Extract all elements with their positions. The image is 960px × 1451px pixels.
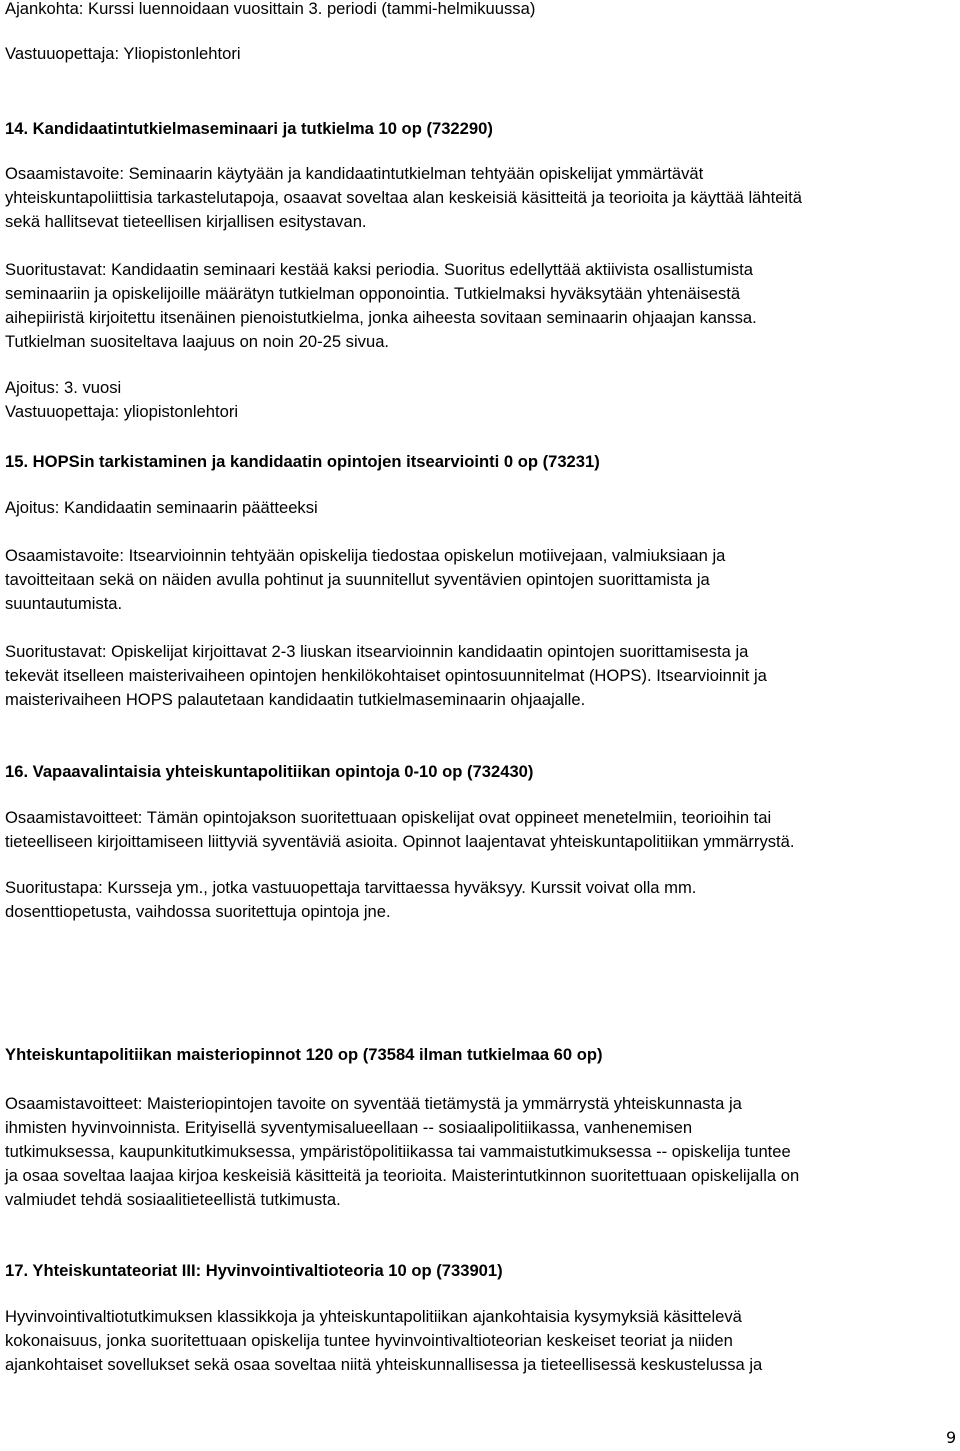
timing-line-14: Ajoitus: 3. vuosi (5, 378, 122, 397)
body-line: ihmisten hyvinvoinnista. Erityisellä syventymisalueellaan -- sosiaalipolitiikassa, vanhenemisen (5, 1118, 693, 1137)
responsible-teacher-14: Vastuuopettaja: yliopistonlehtori (5, 402, 239, 421)
body-line: tieteelliseen kirjoittamiseen liittyviä syventäviä asioita. Opinnot laajentavat yhteiskuntapolitiikan ymmärrystä. (5, 832, 795, 851)
body-line: Osaamistavoitteet: Tämän opintojakson suoritettuaan opiskelijat ovat oppineet menetelmiin, teorioihin tai (5, 808, 772, 827)
body-line: maisterivaiheen HOPS palautetaan kandidaatin tutkielmaseminaarin ohjaajalle. (5, 690, 586, 709)
body-line: Suoritustavat: Kandidaatin seminaari kestää kaksi periodia. Suoritus edellyttää aktiivista osallistumista (5, 260, 754, 279)
course-heading-15: 15. HOPSin tarkistaminen ja kandidaatin opintojen itsearviointi 0 op (73231) (5, 452, 600, 471)
body-line: Osaamistavoitteet: Maisteriopintojen tavoite on syventää tietämystä ja ymmärrystä yhteiskunnasta ja (5, 1094, 742, 1113)
body-line: tekevät itselleen maisterivaiheen opintojen henkilökohtaiset opintosuunnitelmat (HOPS). Itsearvioinnit ja (5, 666, 767, 685)
body-line: kokonaisuus, jonka suoritettuaan opiskelija tuntee hyvinvointivaltioteorian keskeiset teoriat ja niiden (5, 1331, 733, 1350)
body-line: Suoritustapa: Kursseja ym., jotka vastuuopettaja tarvittaessa hyväksyy. Kurssit voivat olla mm. (5, 878, 697, 897)
body-line: Tutkielman suositeltava laajuus on noin 20-25 sivua. (5, 332, 390, 351)
programme-heading: Yhteiskuntapolitiikan maisteriopinnot 120 op (73584 ilman tutkielmaa 60 op) (5, 1045, 603, 1064)
course-heading-16: 16. Vapaavalintaisia yhteiskuntapolitiikan opintoja 0-10 op (732430) (5, 762, 534, 781)
timing-line-15: Ajoitus: Kandidaatin seminaarin päätteeksi (5, 498, 318, 517)
course-heading-14: 14. Kandidaatintutkielmaseminaari ja tutkielma 10 op (732290) (5, 119, 493, 138)
body-line: Suoritustavat: Opiskelijat kirjoittavat 2-3 liuskan itsearvioinnin kandidaatin opintojen suorittamisesta ja (5, 642, 749, 661)
body-line: Osaamistavoite: Seminaarin käytyään ja kandidaatintutkielman tehtyään opiskelijat ymmärtävät (5, 164, 704, 183)
body-line: tavoitteitaan sekä on näiden avulla pohtinut ja suunnitellut syventävien opintojen suorittamista ja (5, 570, 710, 589)
page-number: 9 (946, 1428, 957, 1447)
body-line: seminaariin ja opiskelijoille määrätyn tutkielman opponointia. Tutkielmaksi hyväksytään yhtenäisestä (5, 284, 741, 303)
responsible-teacher-13: Vastuuopettaja: Yliopistonlehtori (5, 44, 241, 63)
body-line: Osaamistavoite: Itsearvioinnin tehtyään opiskelija tiedostaa opiskelun motiivejaan, valmiuksiaan ja (5, 546, 726, 565)
body-line: tutkimuksessa, kaupunkitutkimuksessa, ympäristöpolitiikassa tai vammaistutkimuksessa -- opiskelija tuntee (5, 1142, 791, 1161)
body-line: dosenttiopetusta, vaihdossa suoritettuja opintoja jne. (5, 902, 391, 921)
body-line: ajankohtaiset sovellukset sekä osaa soveltaa niitä yhteiskunnallisessa ja tieteellisessä keskustelussa ja (5, 1355, 763, 1374)
body-line: yhteiskuntapoliittisia tarkastelutapoja, osaavat soveltaa alan keskeisiä käsitteitä ja teorioita ja käyttää lähteitä (5, 188, 802, 207)
body-line: suuntautumista. (5, 594, 123, 613)
body-line: aihepiiristä kirjoitettu itsenäinen pienoistutkielma, jonka aiheesta sovitaan seminaarin ohjaajan kanssa. (5, 308, 757, 327)
schedule-line-13: Ajankohta: Kurssi luennoidaan vuosittain 3. periodi (tammi-helmikuussa) (5, 0, 536, 18)
body-line: sekä hallitsevat tieteellisen kirjallisen esitystavan. (5, 212, 367, 231)
body-line: ja osaa soveltaa laajaa kirjoa keskeisiä käsitteitä ja teorioita. Maisterintutkinnon suoritettuaan opiskelijalla on (5, 1166, 800, 1185)
body-line: valmiudet tehdä sosiaalitieteellistä tutkimusta. (5, 1190, 341, 1209)
body-line: Hyvinvointivaltiotutkimuksen klassikkoja ja yhteiskuntapolitiikan ajankohtaisia kysymyksiä käsittelevä (5, 1307, 742, 1326)
course-heading-17: 17. Yhteiskuntateoriat III: Hyvinvointivaltioteoria 10 op (733901) (5, 1261, 503, 1280)
